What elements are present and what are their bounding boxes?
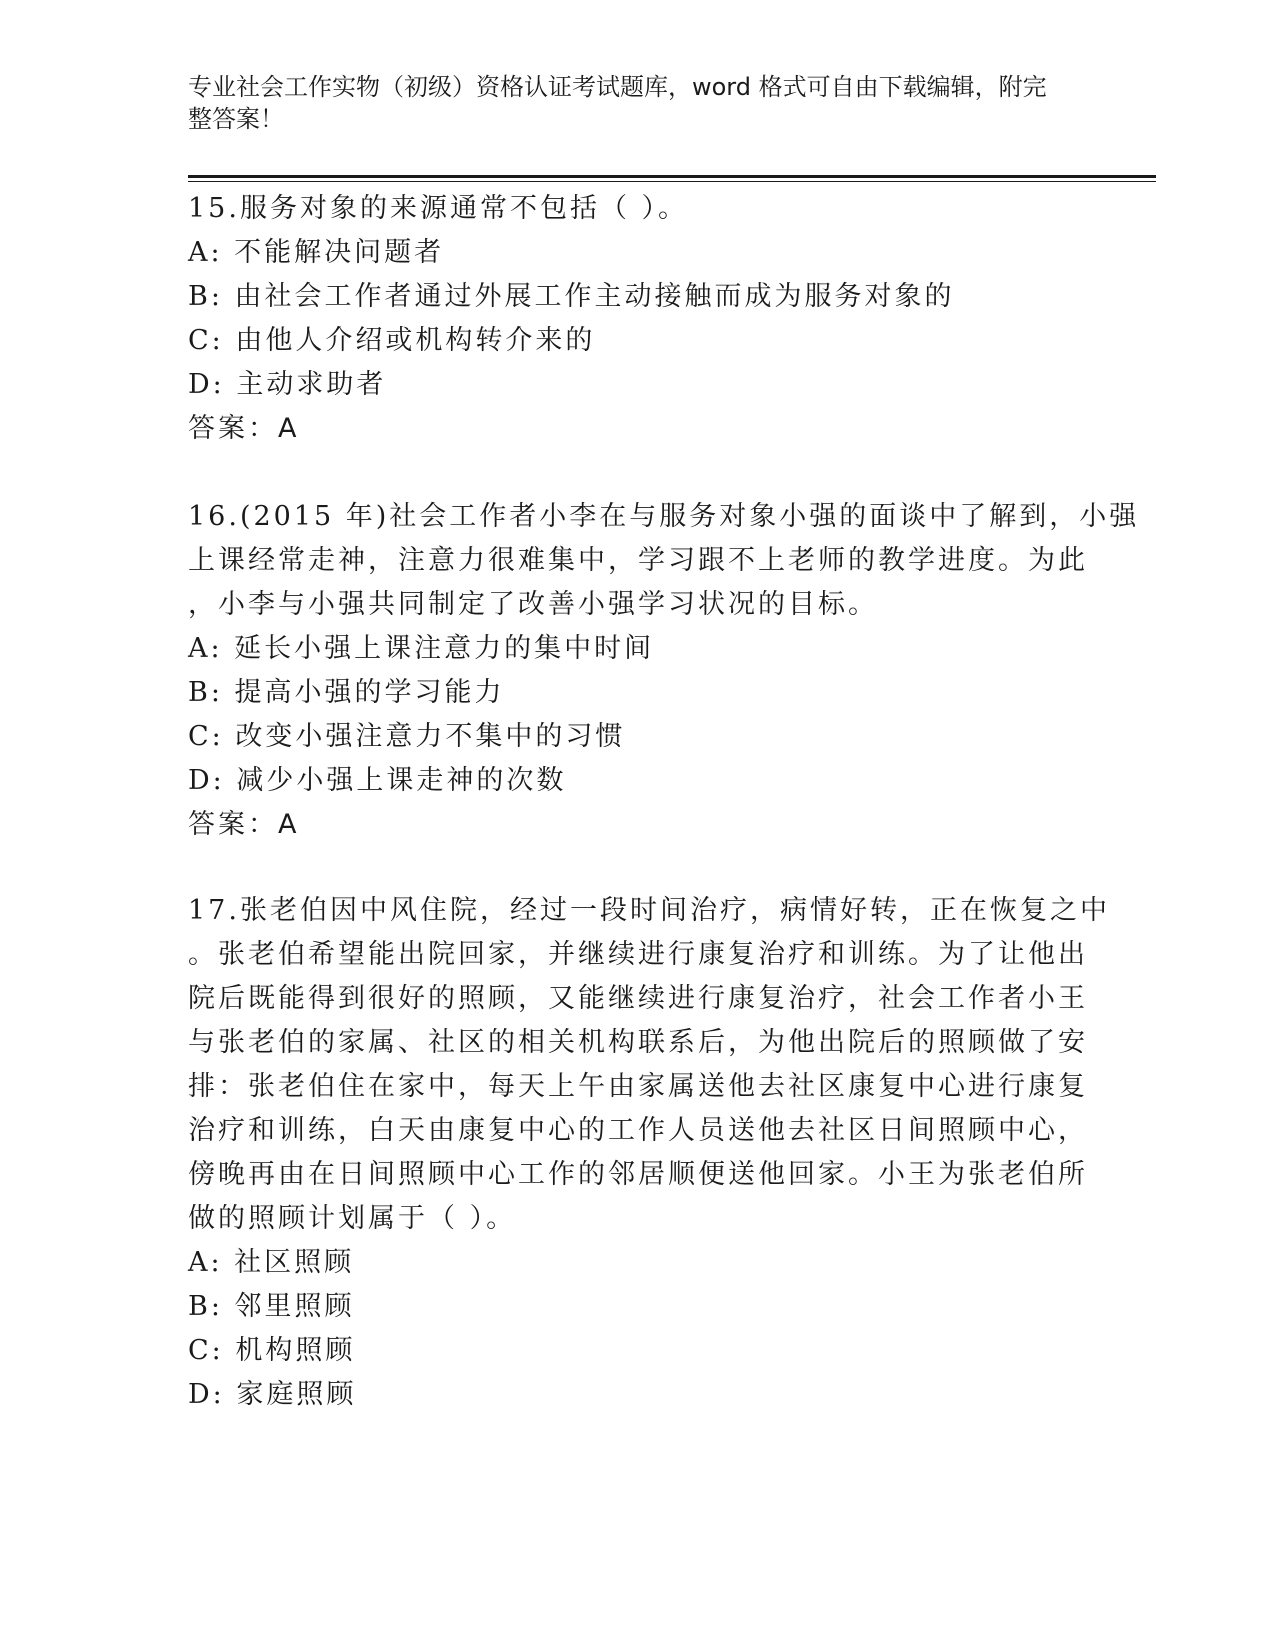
header-divider (188, 175, 1156, 178)
question-16-option-d: D: 减少小强上课走神的次数 (188, 765, 567, 796)
question-17-stem-line-5: 排：张老伯住在家中，每天上午由家属送他去社区康复中心进行康复 (188, 1071, 1088, 1102)
question-15-option-d: D: 主动求助者 (188, 369, 387, 400)
header-divider-thin (188, 181, 1156, 182)
question-16-stem-line-3: ，小李与小强共同制定了改善小强学习状况的目标。 (188, 589, 878, 620)
question-16-stem-line-2: 上课经常走神，注意力很难集中，学习跟不上老师的教学进度。为此 (188, 545, 1088, 576)
question-15-option-a: A: 不能解决问题者 (188, 237, 445, 268)
question-16-answer: 答案：A (188, 809, 300, 840)
question-15-option-c: C: 由他人介绍或机构转介来的 (188, 325, 596, 356)
question-17-stem-line-7: 傍晚再由在日间照顾中心工作的邻居顺便送他回家。小王为张老伯所 (188, 1159, 1088, 1190)
question-17-stem-line-3: 院后既能得到很好的照顾，又能继续进行康复治疗，社会工作者小王 (188, 983, 1088, 1014)
question-17-stem-line-8: 做的照顾计划属于（ ）。 (188, 1203, 517, 1234)
question-16-option-a: A: 延长小强上课注意力的集中时间 (188, 633, 655, 664)
question-17-stem-line-2: 。张老伯希望能出院回家，并继续进行康复治疗和训练。为了让他出 (188, 939, 1088, 970)
question-17-option-a: A: 社区照顾 (188, 1247, 355, 1278)
question-17-option-c: C: 机构照顾 (188, 1335, 356, 1366)
question-15-option-b: B: 由社会工作者通过外展工作主动接触而成为服务对象的 (188, 281, 955, 312)
header-line-2: 整答案！ (188, 105, 284, 133)
question-17-stem-line-4: 与张老伯的家属、社区的相关机构联系后，为他出院后的照顾做了安 (188, 1027, 1088, 1058)
header-line-1: 专业社会工作实物（初级）资格认证考试题库，word 格式可自由下载编辑，附完 (188, 73, 1047, 101)
question-17-stem-line-1: 17.张老伯因中风住院，经过一段时间治疗，病情好转，正在恢复之中 (188, 895, 1110, 926)
question-15-answer: 答案：A (188, 413, 300, 444)
question-17-stem-line-6: 治疗和训练，白天由康复中心的工作人员送他去社区日间照顾中心， (188, 1115, 1088, 1146)
question-16-stem-line-1: 16.(2015 年)社会工作者小李在与服务对象小强的面谈中了解到，小强 (188, 501, 1140, 532)
question-15-stem: 15.服务对象的来源通常不包括（ ）。 (188, 193, 689, 224)
question-16-option-b: B: 提高小强的学习能力 (188, 677, 505, 708)
question-16-option-c: C: 改变小强注意力不集中的习惯 (188, 721, 626, 752)
question-17-option-d: D: 家庭照顾 (188, 1379, 357, 1410)
question-17-option-b: B: 邻里照顾 (188, 1291, 355, 1322)
